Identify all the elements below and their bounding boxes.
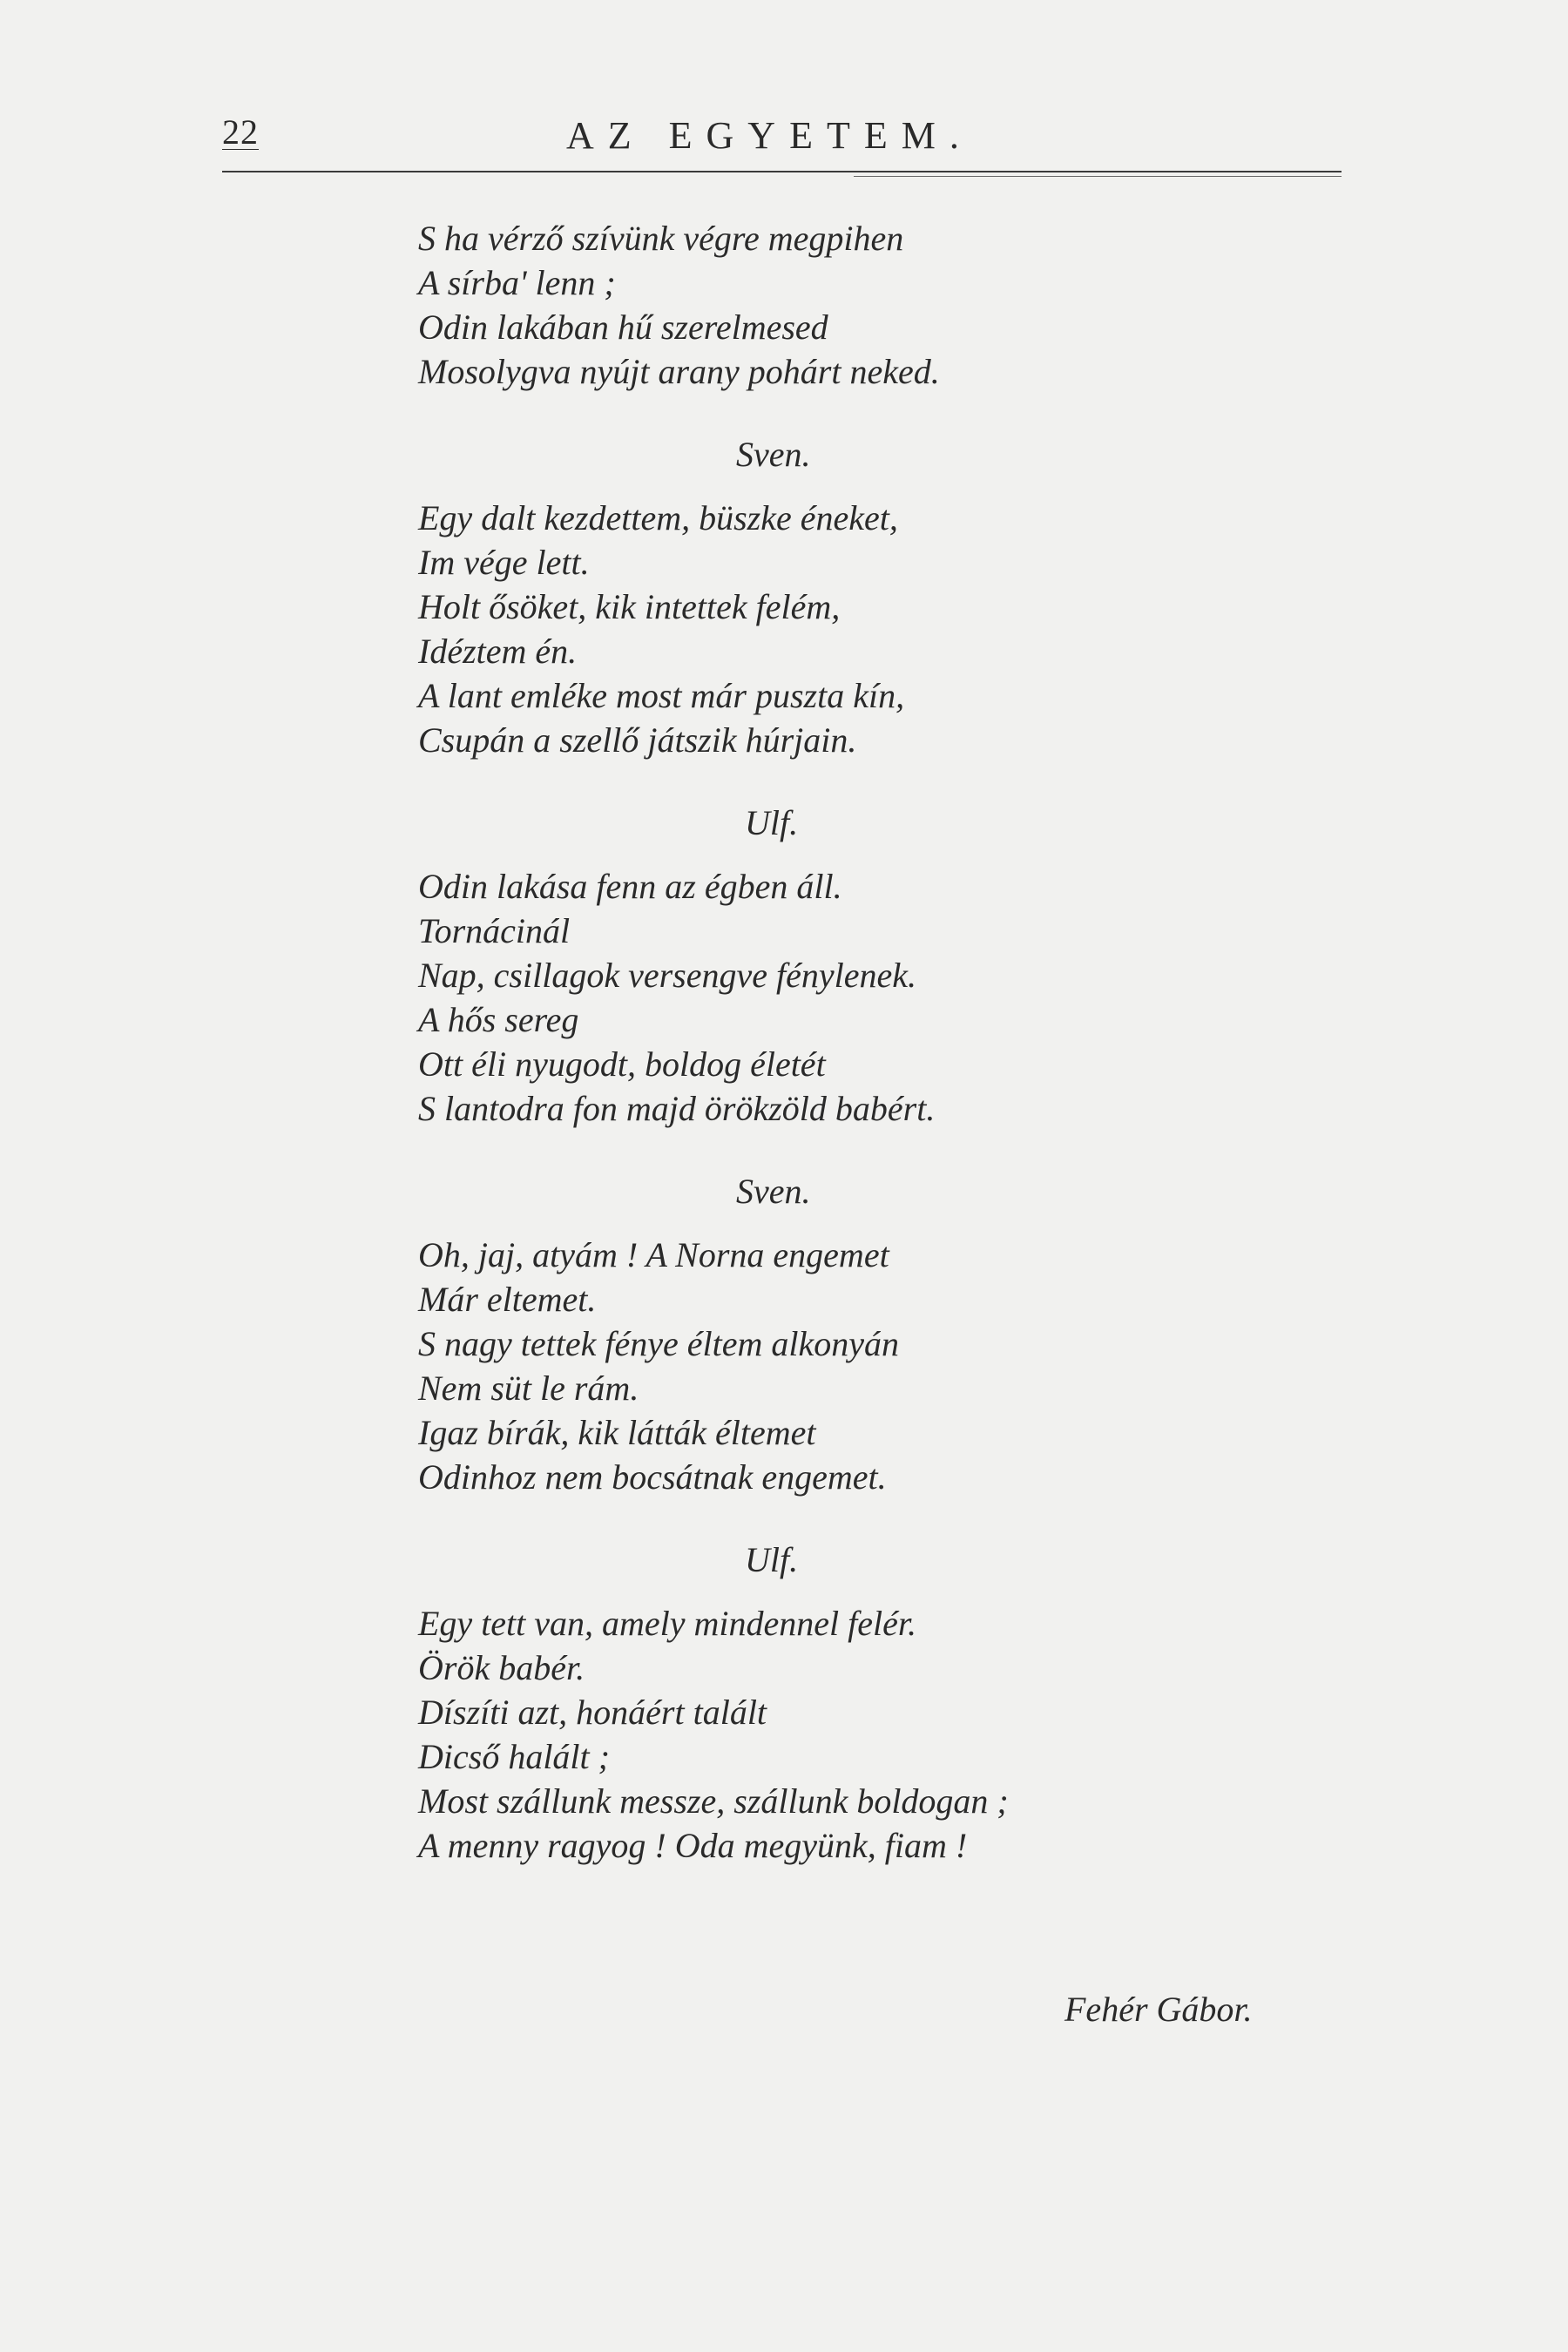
poem-line: S nagy tettek fénye éltem alkonyán xyxy=(418,1324,899,1363)
stanza-3 xyxy=(418,864,1289,1131)
poem xyxy=(418,216,1289,1868)
poem-line: Odinhoz nem bocsátnak engemet. xyxy=(418,1457,887,1497)
poem-line: Idéztem én. xyxy=(418,632,578,671)
poem-line: Egy tett van, amely mindennel felér. xyxy=(418,1604,917,1643)
stanza-4 xyxy=(418,1233,1289,1499)
poem-line: S ha vérző szívünk végre megpihen xyxy=(418,219,904,258)
poem-line: Igaz bírák, kik látták éltemet xyxy=(418,1413,816,1452)
poem-line: A lant emléke most már puszta kín, xyxy=(418,676,905,715)
poem-line: Csupán a szellő játszik húrjain. xyxy=(418,720,857,760)
stanza-2 xyxy=(418,496,1289,762)
page-number: 22 xyxy=(222,112,259,152)
poem-line: Egy dalt kezdettem, büszke éneket, xyxy=(418,498,898,537)
poem-line: Odin lakása fenn az égben áll. xyxy=(418,867,842,906)
poem-line: Díszíti azt, honáért talált xyxy=(418,1693,767,1732)
poem-line: Nap, csillagok versengve fénylenek. xyxy=(418,956,916,995)
poem-line: Oh, jaj, atyám ! A Norna engemet xyxy=(418,1235,889,1274)
poem-line: Nem süt le rám. xyxy=(418,1369,639,1408)
poem-line: Mosolygva nyújt arany pohárt neked. xyxy=(418,352,940,391)
poem-line: Im vége lett. xyxy=(418,543,590,582)
page-header xyxy=(222,105,1342,174)
poem-line: A sírba' lenn ; xyxy=(418,263,616,302)
speaker-name: Ulf. xyxy=(745,1540,799,1579)
poem-line: Most szállunk messze, szállunk boldogan ; xyxy=(418,1781,1009,1821)
poem-line: S lantodra fon majd örökzöld babért. xyxy=(418,1089,936,1128)
header-rule xyxy=(222,171,1342,172)
running-title: AZ EGYETEM. xyxy=(566,114,973,157)
poem-line: Tornácinál xyxy=(418,911,571,950)
speaker-name: Ulf. xyxy=(745,803,799,842)
stanza-1 xyxy=(418,216,1289,394)
poem-line: Ott éli nyugodt, boldog életét xyxy=(418,1044,826,1084)
poem-line: A hős sereg xyxy=(418,1000,579,1039)
author-signature: Fehér Gábor. xyxy=(1064,1990,1253,2029)
header-rule-secondary xyxy=(854,176,1342,177)
poem-line: Dicső halált ; xyxy=(418,1737,610,1776)
speaker-name: Sven. xyxy=(736,1172,811,1211)
poem-line: Már eltemet. xyxy=(418,1280,597,1319)
poem-line: A menny ragyog ! Oda megyünk, fiam ! xyxy=(418,1826,968,1865)
poem-line: Odin lakában hű szerelmesed xyxy=(418,308,828,347)
stanza-5 xyxy=(418,1601,1289,1868)
speaker-name: Sven. xyxy=(736,435,811,474)
poem-line: Örök babér. xyxy=(418,1648,585,1687)
poem-line: Holt ősöket, kik intettek felém, xyxy=(418,587,841,626)
